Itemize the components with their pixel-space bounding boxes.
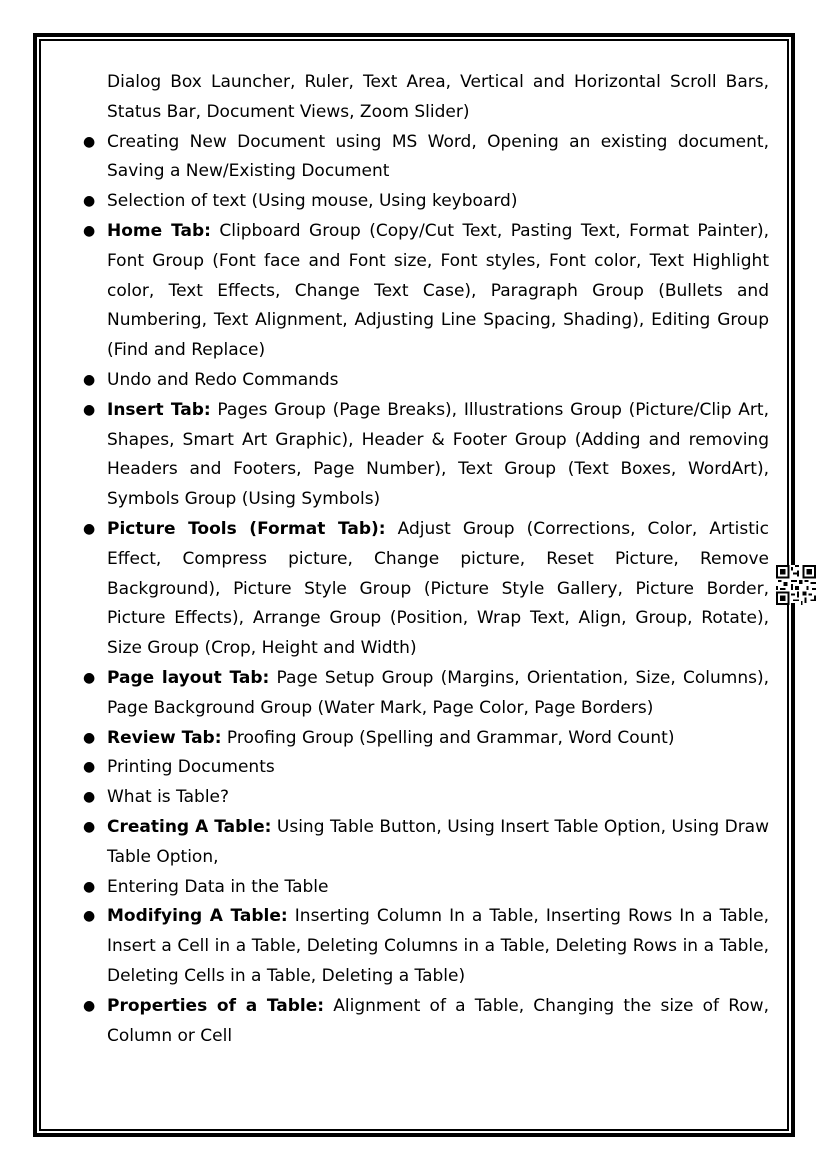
bullet: ● (83, 997, 96, 1014)
item-text: Adjust Group (Corrections, Color, Artistic Effect, Compress picture, Change picture, Reset Picture, Remove Background), Picture Style Group (Picture Style Gallery, Picture Border, Picture Effects), Arrange Group (Position, Wrap Text, Align, Group, Rotate), Size Group (Crop, Height and Width) (107, 518, 769, 659)
syllabus-list (82, 68, 769, 1051)
item-text: Dialog Box Launcher, Ruler, Text Area, Vertical and Horizontal Scroll Bars, Status Bar, Document Views, Zoom Slider) (107, 72, 769, 122)
item-text: Inserting Column In a Table, Inserting Rows In a Table, Insert a Cell in a Table, Deleting Columns in a Table, Deleting Rows in a Table, Deleting Cells in a Table, Deleting a Table) (107, 906, 769, 986)
item-text: Entering Data in the Table (107, 876, 329, 897)
bullet: ● (83, 401, 96, 418)
list-item (82, 783, 769, 813)
bullet: ● (83, 520, 96, 537)
bullet: ● (83, 371, 96, 388)
list-item (82, 992, 769, 1052)
item-text: Alignment of a Table, Changing the size of Row, Column or Cell (107, 995, 769, 1046)
item-heading: Creating A Table: (107, 816, 272, 837)
list-item (82, 68, 769, 128)
bullet: ● (83, 729, 96, 746)
item-heading: Page layout Tab: (107, 667, 270, 688)
item-heading: Insert Tab: (107, 399, 211, 420)
item-heading: Home Tab: (107, 220, 211, 241)
bullet: ● (83, 818, 96, 835)
list-item (82, 753, 769, 783)
list-item (82, 724, 769, 754)
item-heading: Properties of a Table: (107, 995, 325, 1016)
list-item (82, 396, 769, 515)
item-heading: Picture Tools (Format Tab): (107, 518, 386, 539)
list-item (82, 813, 769, 873)
item-text: Creating New Document using MS Word, Opening an existing document, Saving a New/Existing Document (107, 131, 769, 182)
qr-code-icon[interactable] (776, 565, 816, 605)
list-item (82, 873, 769, 903)
item-text: Printing Documents (107, 757, 275, 778)
bullet: ● (83, 908, 96, 925)
list-item (82, 664, 769, 724)
bullet: ● (83, 789, 96, 806)
item-text: Using Table Button, Using Insert Table Option, Using Draw Table Option, (107, 816, 770, 867)
bullet: ● (83, 222, 96, 239)
item-text: Selection of text (Using mouse, Using keyboard) (107, 191, 518, 212)
bullet: ● (83, 133, 96, 150)
list-item (82, 515, 769, 664)
list-item (82, 902, 769, 991)
list-item (82, 366, 769, 396)
item-text: Clipboard Group (Copy/Cut Text, Pasting Text, Format Painter), Font Group (Font face and Font size, Font styles, Font color, Text Highlight color, Text Effects, Change Text Case), Paragraph Group (Bullets and Numbering, Text Alignment, Adjusting Line Spacing, Shading), Editing Group (Find and Replace) (107, 220, 769, 361)
bullet: ● (83, 878, 96, 895)
bullet: ● (83, 193, 96, 210)
item-heading: Review Tab: (107, 727, 222, 748)
item-text: Pages Group (Page Breaks), Illustrations Group (Picture/Clip Art, Shapes, Smart Art Graphic), Header & Footer Group (Adding and removing Headers and Footers, Page Number), Text Group (Text Boxes, WordArt), Symbols Group (Using Symbols) (107, 399, 769, 510)
item-text: What is Table? (107, 787, 230, 808)
bullet: ● (83, 669, 96, 686)
item-text: Undo and Redo Commands (107, 369, 339, 390)
item-heading: Modifying A Table: (107, 906, 288, 927)
item-text: Page Setup Group (Margins, Orientation, Size, Columns), Page Background Group (Water Mark, Page Color, Page Borders) (107, 667, 769, 718)
list-item (82, 128, 769, 188)
item-text: Proofing Group (Spelling and Grammar, Word Count) (221, 727, 675, 748)
list-item (82, 217, 769, 366)
list-item (82, 187, 769, 217)
bullet: ● (83, 759, 96, 776)
